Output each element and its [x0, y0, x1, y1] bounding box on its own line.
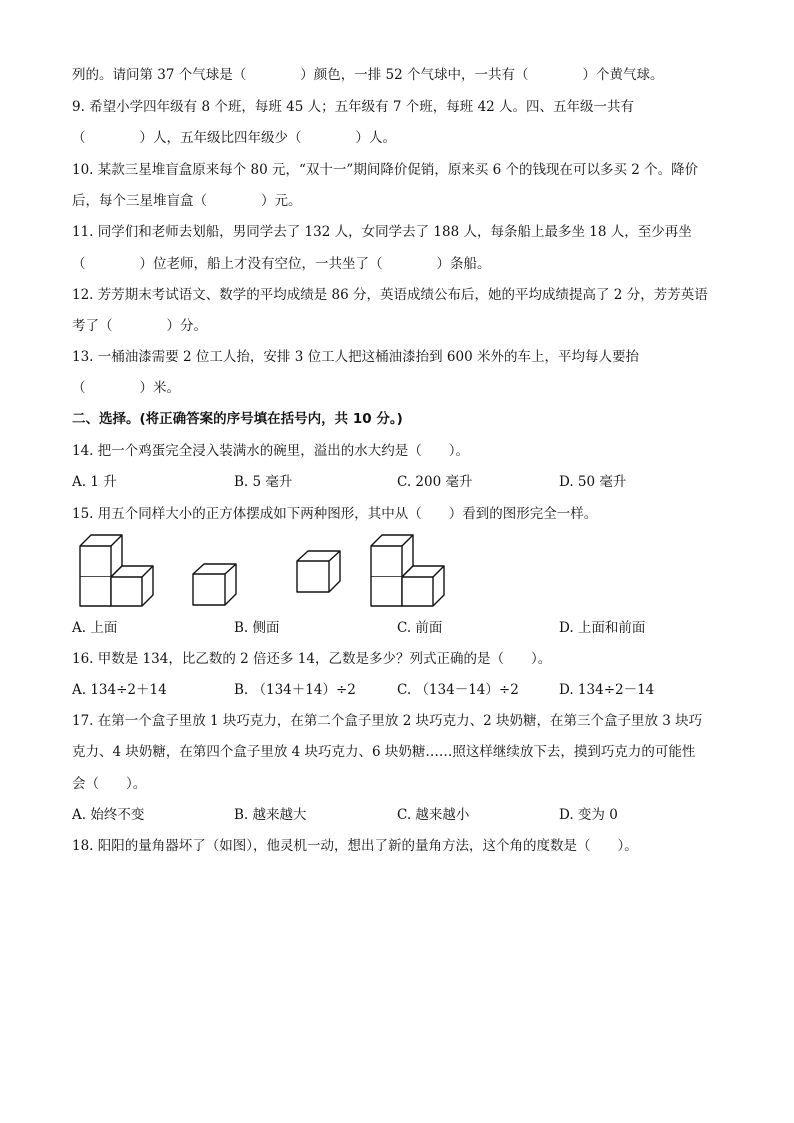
q10-line-1: 10. 某款三星堆盲盒原来每个 80 元，“双十一”期间降价促销，原来买 6 个的钱现在可以多买 2 个。降价	[72, 162, 699, 178]
single-cube-figure-1	[191, 562, 239, 607]
q14-option-c: C. 200 毫升	[397, 474, 473, 490]
single-cube-figure-2	[295, 549, 343, 594]
section-heading-choice: 二、选择。(将正确答案的序号填在括号内，共 10 分。)	[72, 411, 403, 427]
q12-line-1: 12. 芳芳期末考试语文、数学的平均成绩是 86 分，英语成绩公布后，她的平均成绩提高了 2 分，芳芳英语	[72, 287, 708, 303]
q8-tail-line: 列的。请问第 37 个气球是（ ）颜色，一排 52 个气球中，一共有（ ）个黄气球。	[72, 67, 664, 83]
q14-option-a: A. 1 升	[72, 474, 117, 490]
q14-option-b: B. 5 毫升	[234, 474, 293, 490]
q14-stem: 14. 把一个鸡蛋完全浸入装满水的碗里，溢出的水大约是（ ）。	[72, 443, 470, 459]
cube-stack-figure-2	[369, 533, 449, 608]
q17-option-a: A. 始终不变	[72, 807, 145, 823]
q17-line-2: 克力、4 块奶糖，在第四个盒子里放 4 块巧克力、6 块奶糖……照这样继续放下去，摸到巧克力的可能性	[72, 744, 696, 760]
q15-option-d: D. 上面和前面	[559, 620, 646, 636]
q16-option-b: B. （134＋14）÷2	[234, 682, 356, 698]
q12-line-2: 考了（ ）分。	[72, 318, 207, 334]
q17-option-d: D. 变为 0	[559, 807, 618, 823]
q13-line-1: 13. 一桶油漆需要 2 位工人抬，安排 3 位工人把这桶油漆抬到 600 米外的车上，平均每人要抬	[72, 349, 639, 365]
q17-option-b: B. 越来越大	[234, 807, 307, 823]
q16-option-d: D. 134÷2－14	[559, 682, 655, 698]
q16-option-a: A. 134÷2＋14	[72, 682, 167, 698]
q15-option-a: A. 上面	[72, 620, 118, 636]
q15-stem: 15. 用五个同样大小的正方体摆成如下两种图形，其中从（ ）看到的图形完全一样。	[72, 506, 598, 522]
q17-line-1: 17. 在第一个盒子里放 1 块巧克力，在第二个盒子里放 2 块巧克力、2 块奶糖，在第三个盒子里放 3 块巧	[72, 713, 703, 729]
cube-stack-figure-1	[78, 533, 158, 608]
q10-line-2: 后，每个三星堆盲盒（ ）元。	[72, 193, 302, 209]
q15-option-b: B. 侧面	[234, 620, 280, 636]
q18-stem: 18. 阳阳的量角器坏了（如图），他灵机一动，想出了新的量角方法，这个角的度数是（ ）。	[72, 838, 638, 854]
q14-option-d: D. 50 毫升	[559, 474, 627, 490]
q17-line-3: 会（ ）。	[72, 776, 147, 792]
q16-stem: 16. 甲数是 134，比乙数的 2 倍还多 14，乙数是多少？列式正确的是（ ）。	[72, 651, 552, 667]
q9-line-1: 9. 希望小学四年级有 8 个班，每班 45 人；五年级有 7 个班，每班 42 人。四、五年级一共有	[72, 99, 635, 115]
q9-line-2: （ ）人，五年级比四年级少（ ）人。	[72, 130, 396, 146]
q13-line-2: （ ）米。	[72, 380, 180, 396]
q16-option-c: C. （134－14）÷2	[397, 682, 519, 698]
q15-option-c: C. 前面	[397, 620, 443, 636]
q11-line-1: 11. 同学们和老师去划船，男同学去了 132 人，女同学去了 188 人，每条船上最多坐 18 人，至少再坐	[72, 224, 692, 240]
q17-option-c: C. 越来越小	[397, 807, 470, 823]
q11-line-2: （ ）位老师，船上才没有空位，一共坐了（ ）条船。	[72, 256, 491, 272]
